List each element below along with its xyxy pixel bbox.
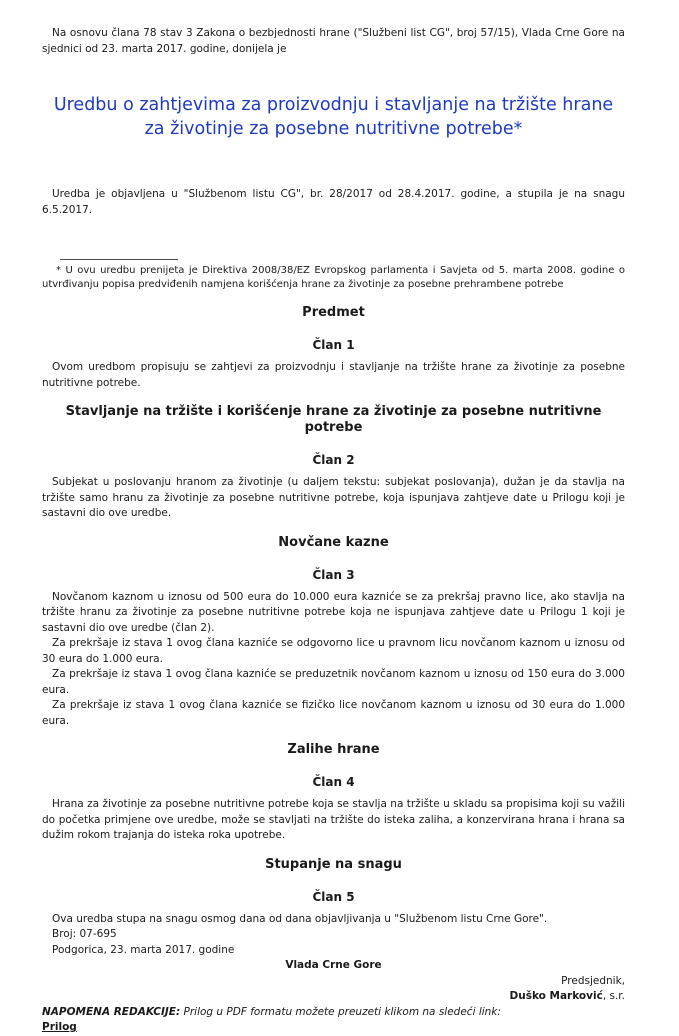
article-label-clan-2: Član 2	[312, 453, 355, 467]
footnote-text: * U ovu uredbu prenijeta je Direktiva 2008/38/EZ Evropskog parlamenta i Savjeta od 5. marta 2008. godine o utvrđivanju popisa predviđenih namjena korišćenja hrane za životinje za posebne prehrambene potrebe	[42, 265, 625, 290]
attachment-line	[42, 1020, 625, 1036]
article-3-paragraph-3: Za prekršaje iz stava 1 ovog člana kazniće se preduzetnik novčanom kaznom u iznosu od 150 eura do 3.000 eura.	[42, 668, 625, 696]
section-heading-stupanje: Stupanje na snagu	[265, 856, 402, 872]
place-date-line: Podgorica, 23. marta 2017. godine	[52, 943, 235, 956]
signature-suffix: , s.r.	[602, 990, 625, 1002]
section-heading-stavljanje: Stavljanje na tržište i korišćenje hrane za životinje za posebne nutritivne potrebe	[65, 404, 602, 435]
signature-line	[42, 989, 625, 1005]
article-1-paragraph: Ovom uredbom propisuju se zahtjevi za proizvodnju i stavljanje na tržište hrane za životinje za posebne nutritivne potrebe.	[42, 361, 625, 389]
article-4-paragraph: Hrana za životinje za posebne nutritivne potrebe koja se stavlja na tržište u skladu sa propisima koji su važili do početka primjene ove uredbe, može se stavljati na tržište do isteka zaliha, a konzervirana hrana i hrana sa dužim rokom trajanja do isteka roka upotrebe.	[42, 798, 625, 841]
article-3-paragraph-4: Za prekršaje iz stava 1 ovog člana kazniće se fizičko lice novčanom kaznom u iznosu od 30 eura do 1.000 eura.	[42, 699, 625, 727]
issuer-name: Vlada Crne Gore	[285, 959, 382, 971]
editorial-note-label: NAPOMENA REDAKCIJE:	[42, 1005, 181, 1018]
section-heading-predmet: Predmet	[302, 305, 365, 320]
document-number: Broj: 07-695	[52, 928, 117, 940]
editorial-note	[42, 1005, 625, 1021]
article-label-clan-4: Član 4	[312, 775, 355, 789]
article-label-clan-5: Član 5	[312, 889, 355, 904]
intro-paragraph: Na osnovu člana 78 stav 3 Zakona o bezbjednosti hrane ("Službeni list CG", broj 57/15), Vlada Crne Gore na sjednici od 23. marta 2017. godine, donijela je	[42, 27, 625, 55]
article-3-paragraph-2: Za prekršaje iz stava 1 ovog člana kazniće se odgovorno lice u pravnom licu novčanom kaznom u iznosu od 30 eura do 1.000 eura.	[42, 637, 625, 665]
article-label-clan-1: Član 1	[312, 338, 355, 352]
article-5-paragraph: Ova uredba stupa na snagu osmog dana od dana objavljivanja u "Službenom listu Crne Gore".	[52, 912, 548, 925]
publication-note: Uredba je objavljena u "Službenom listu CG", br. 28/2017 od 28.4.2017. godine, a stupila je na snagu 6.5.2017.	[42, 188, 625, 216]
editorial-note-text: Prilog u PDF formatu možete preuzeti klikom na sledeći link:	[180, 1005, 501, 1018]
article-3-paragraph-1: Novčanom kaznom u iznosu od 500 eura do 10.000 eura kazniće se za prekršaj pravno lice, ako stavlja na tržište hranu za životinje za posebne nutritivne potrebe koja ne ispunjava zahtjeve date u Prilogu 1 koji je sastavni dio ove uredbe (član 2).	[42, 590, 625, 634]
prilog-link[interactable]: Prilog	[42, 1021, 77, 1033]
section-heading-novcane-kazne: Novčane kazne	[278, 534, 389, 550]
article-label-clan-3: Član 3	[312, 567, 355, 582]
footnote-separator	[60, 259, 178, 260]
article-2-paragraph: Subjekat u poslovanju hranom za životinje (u daljem tekstu: subjekat poslovanja), dužan je da stavlja na tržište samo hranu za životinje za posebne nutritivne potrebe, koja ispunjava zahtjeve date u Prilogu koji je sastavni dio ove uredbe.	[42, 476, 625, 519]
signature-name: Duško Marković	[509, 990, 603, 1002]
footnote-block	[42, 259, 625, 292]
section-heading-zalihe-hrane: Zalihe hrane	[287, 742, 380, 757]
signature-title: Predsjednik,	[561, 974, 625, 987]
signature-block	[42, 974, 625, 1005]
document-title: Uredbu o zahtjevima za proizvodnju i stavljanje na tržište hrane za životinje za posebne nutritivne potrebe*	[53, 95, 614, 139]
